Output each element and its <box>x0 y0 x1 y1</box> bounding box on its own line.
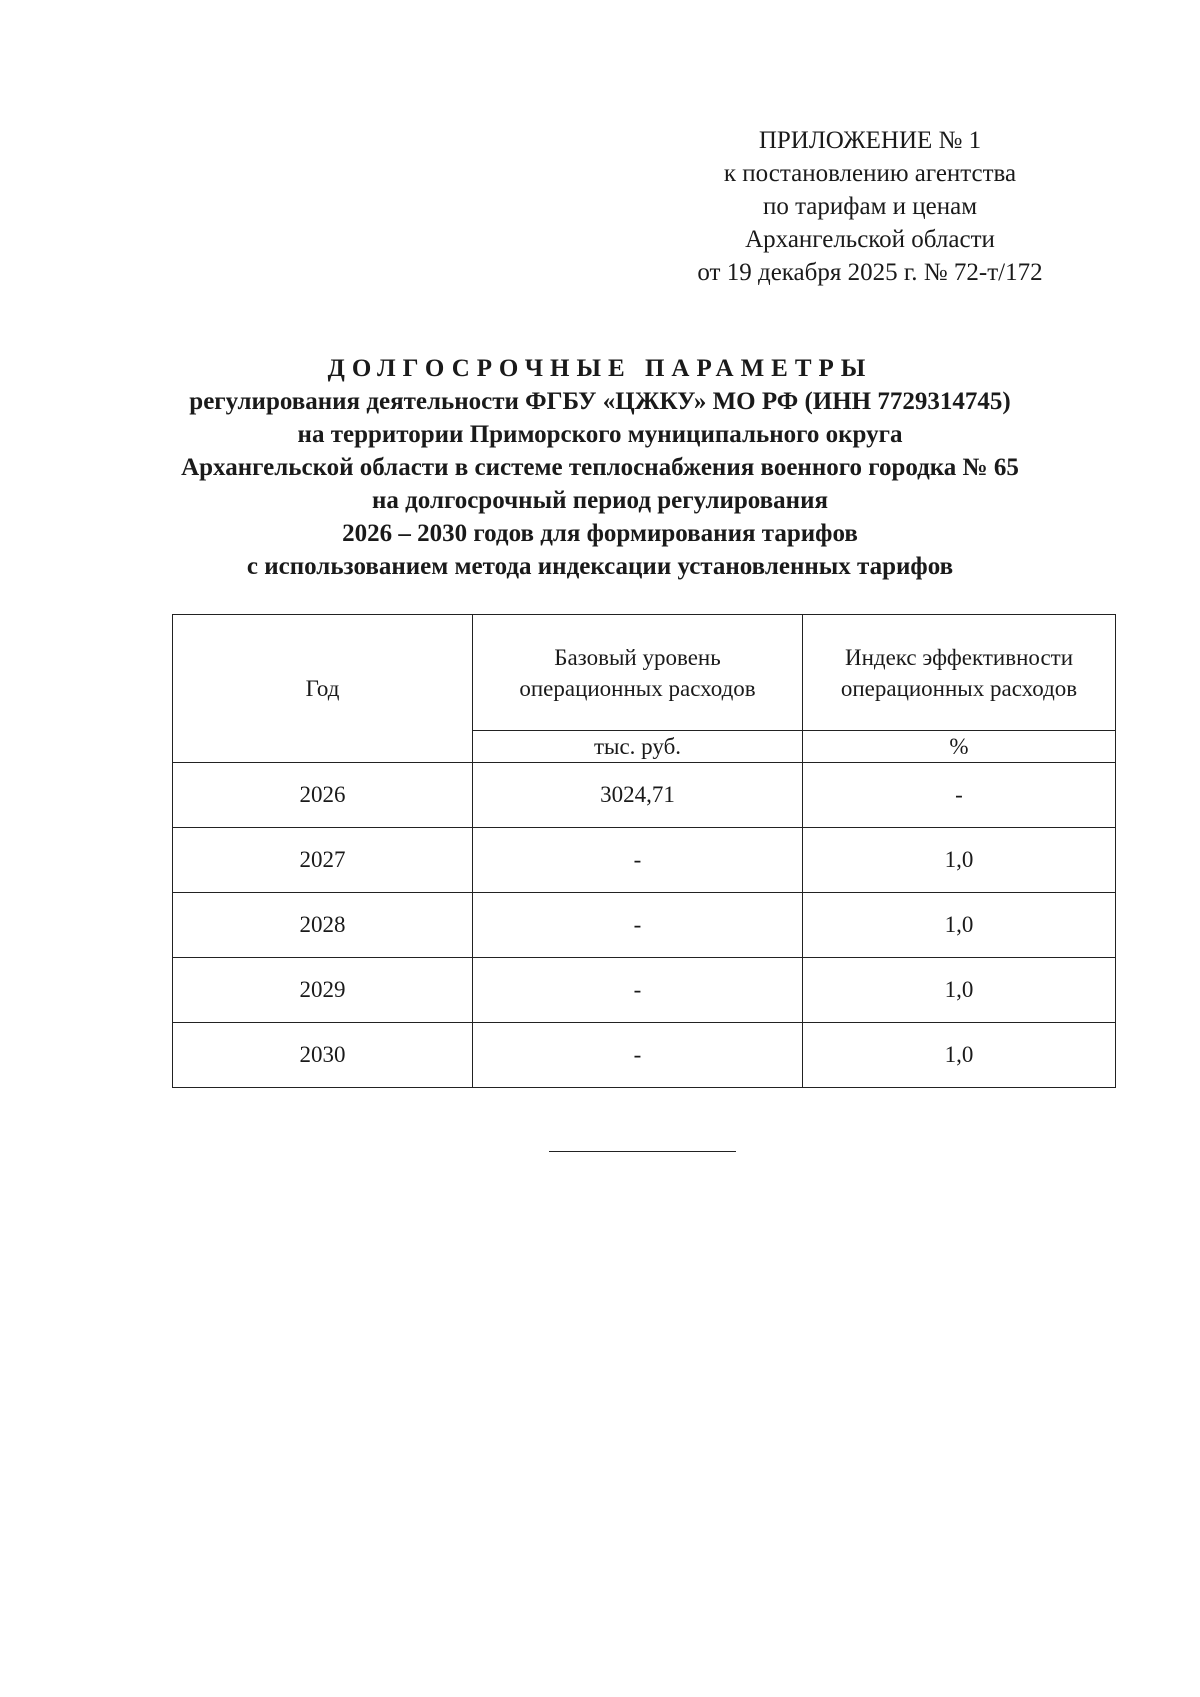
cell-efficiency: - <box>803 763 1116 828</box>
cell-efficiency: 1,0 <box>803 828 1116 893</box>
cell-year: 2026 <box>173 763 473 828</box>
cell-year: 2029 <box>173 958 473 1023</box>
parameters-table <box>172 614 1116 1088</box>
table-row <box>173 893 1116 958</box>
table-row <box>173 828 1116 893</box>
unit-efficiency: % <box>803 731 1116 763</box>
appendix-line: к постановлению агентства <box>723 160 1017 187</box>
header-efficiency-line2: операционных расходов <box>840 675 1078 701</box>
header-efficiency <box>803 615 1116 731</box>
cell-year: 2028 <box>173 893 473 958</box>
unit-base-level: тыс. руб. <box>473 731 803 763</box>
cell-year: 2030 <box>173 1023 473 1088</box>
cell-efficiency: 1,0 <box>803 893 1116 958</box>
header-efficiency-line1: Индекс эффективности <box>844 644 1074 670</box>
document-title <box>100 352 1100 583</box>
cell-efficiency: 1,0 <box>803 1023 1116 1088</box>
appendix-number: ПРИЛОЖЕНИЕ № 1 <box>758 127 982 154</box>
header-base-level <box>473 615 803 731</box>
table-header-row <box>173 615 1116 731</box>
appendix-date: от 19 декабря 2025 г. № 72-т/172 <box>697 259 1043 286</box>
table-row <box>173 958 1116 1023</box>
title-line: на территории Приморского муниципального округа <box>297 421 903 448</box>
title-line: 2026 – 2030 годов для формирования тарифов <box>342 520 858 547</box>
title-line: с использованием метода индексации установленных тарифов <box>246 553 954 580</box>
title-line: Архангельской области в системе теплоснабжения военного городка № 65 <box>181 454 1019 481</box>
title-heading: ДОЛГОСРОЧНЫЕ ПАРАМЕТРЫ <box>327 355 873 382</box>
title-line: на долгосрочный период регулирования <box>371 487 829 514</box>
table-row <box>173 763 1116 828</box>
cell-efficiency: 1,0 <box>803 958 1116 1023</box>
cell-base-level: - <box>473 893 803 958</box>
appendix-line: Архангельской области <box>745 226 995 253</box>
cell-base-level: 3024,71 <box>473 763 803 828</box>
appendix-header <box>630 124 1110 289</box>
table-row <box>173 1023 1116 1088</box>
end-divider <box>549 1151 736 1152</box>
cell-base-level: - <box>473 1023 803 1088</box>
header-base-level-line2: операционных расходов <box>519 675 756 701</box>
cell-year: 2027 <box>173 828 473 893</box>
cell-base-level: - <box>473 958 803 1023</box>
header-base-level-line1: Базовый уровень <box>554 644 721 670</box>
cell-base-level: - <box>473 828 803 893</box>
appendix-line: по тарифам и ценам <box>762 193 978 220</box>
header-year: Год <box>173 615 473 763</box>
title-line: регулирования деятельности ФГБУ «ЦЖКУ» МО РФ (ИНН 7729314745) <box>189 388 1011 415</box>
